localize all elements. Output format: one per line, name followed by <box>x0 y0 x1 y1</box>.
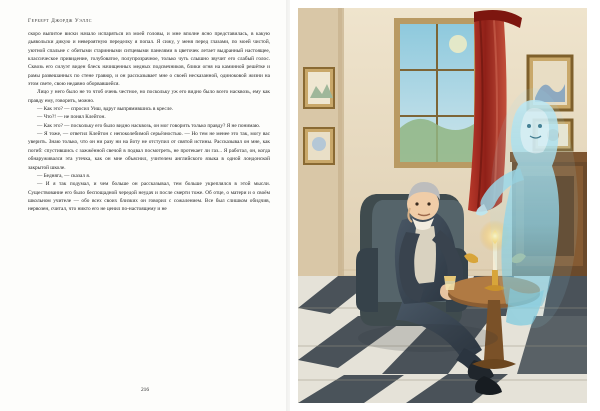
illustration-svg <box>298 8 587 403</box>
paragraph: — Что?! — не понял Клейтон. <box>37 114 106 121</box>
right-illustration-page <box>290 0 600 411</box>
paragraph: — Бедняга, — сказал я. <box>37 172 91 179</box>
framed-picture <box>304 68 334 108</box>
page-number: 216 <box>140 387 150 393</box>
running-head: Герберт Джордж Уэллс <box>28 18 93 24</box>
paragraph: Лицо у него было не то чтоб очень честное, но поскольку уж его видно было всего насквозь, ему как правду ему, говорить, можно. <box>28 89 270 104</box>
paragraph: — Как это? — спросил Уиш, вдруг выпрямившись в кресле. <box>37 106 174 113</box>
drinking-glass <box>444 276 456 290</box>
illustration-image <box>298 8 587 403</box>
paragraph: — И я так подумал, и чем больше он рассказывал, тем больше укреплялся в этой мысли. Существование его было беспощадной чередой неудач и после смерти тоже. Об отце, о матери и о своём школьном учителе — обо всех своих близких он говорил с сожалением. Все был слишком обидчив, нервозен, считал, что никто его не ценил по-настоящему и не <box>28 181 270 213</box>
illustration-frame <box>298 8 587 403</box>
left-text-page <box>0 0 290 411</box>
paragraph: — Я тоже, — ответил Клейтон с непоколебимой серьёзностью. — Но тем не менее это так, могу вас уверить. Знаю только, что он ни разу ни на йоту не отступил от святой истины. Рассказывал он мне, как погиб: спустившись с зажжённой свечой в подвал посмотреть, не протекает ли газ... Я работал, он, когда обнаруживался эта утечка, как он мне объяснил, учителем английского языка в одной лондонской закрытой школе. <box>28 131 270 171</box>
paragraph: скоро выпитое виски начало испаряться из моей головы, и мне вполне ясно представилась, в какую дьявольски дикую и невероятную переделку я попал. Я сижу, у меня перед глазами, по моей чистой, уютной спальне с обитыми старинными ситцевыми панелями в цветочек летает выдранный настоящее, классическое привидение, голубоватое, полупрозрачное, только чуть слышно звучит его слабый голос. Сквозь его силуэт виден блеск начищенных медных подсвечников, блики огня на каминной решётке и рамы развешанных по стене гравюр, и он рассказывает мне о своей несказанной, одиноковой жизни на этом свете, свою недавно оборвавшейся. <box>28 31 270 88</box>
window <box>394 18 480 168</box>
framed-picture <box>304 128 334 164</box>
paragraph: — Как это? — поскольку его было видно насквозь, он мог говорить только правду? Я не понимаю. <box>37 122 261 129</box>
body-text <box>28 30 270 214</box>
